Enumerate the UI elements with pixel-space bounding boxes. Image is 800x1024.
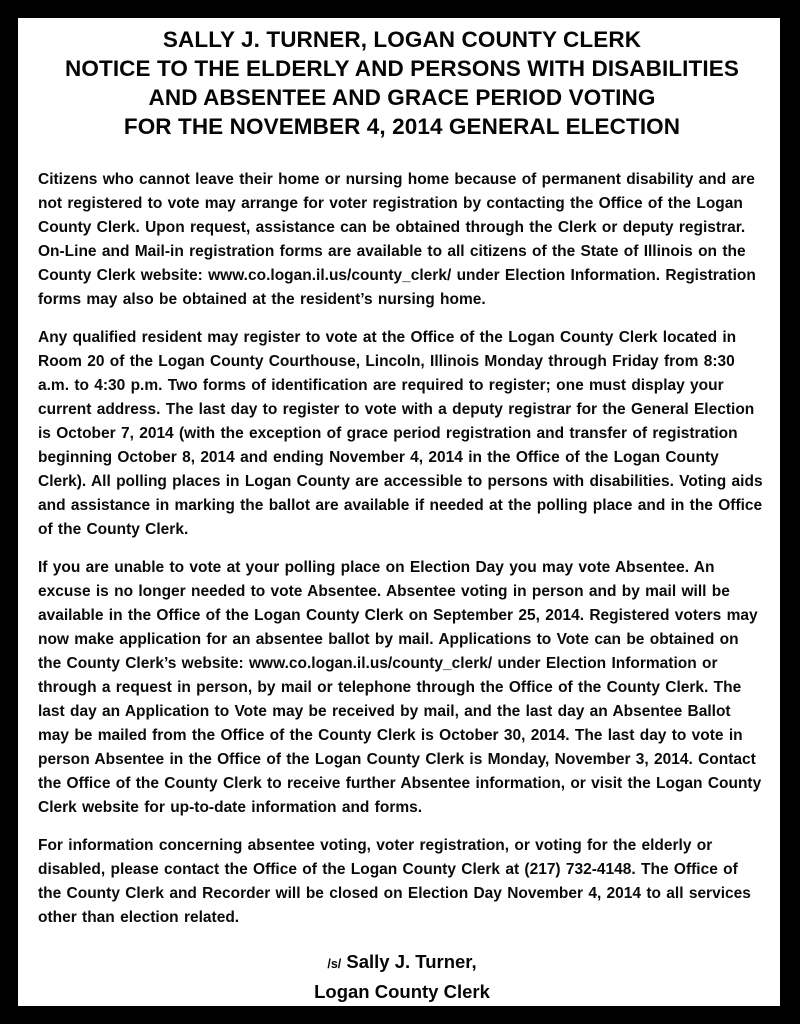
title-line-notice-audience: NOTICE TO THE ELDERLY AND PERSONS WITH DISABILITIES <box>65 56 739 81</box>
signature-role: Logan County Clerk <box>314 981 490 1002</box>
paragraph-voter-registration-homebound: Citizens who cannot leave their home or nursing home because of permanent disability and are not registered to vote may arrange for voter registration by contacting the Office of the Logan County Clerk. Upon request, assistance can be obtained through the Clerk or deputy registrar. On-Line and Mail-in registration forms are available to all citizens of the State of Illinois on the County Clerk website: www.co.logan.il.us/county_clerk/ under Election Information. Registration forms may also be obtained at the resident’s nursing home. <box>38 171 756 308</box>
notice-sheet <box>18 18 780 1006</box>
notice-body <box>38 168 766 930</box>
signature-block <box>38 948 766 1006</box>
signature-name-line <box>38 948 766 978</box>
paragraph-absentee-voting: If you are unable to vote at your polling place on Election Day you may vote Absentee. An excuse is no longer needed to vote Absentee. Absentee voting in person and by mail will be available in the Office of the Logan County Clerk on September 25, 2014. Registered voters may now make application for an absentee ballot by mail. Applications to Vote can be obtained on the County Clerk’s website: www.co.logan.il.us/county_clerk/ under Election Information or through a request in person, by mail or telephone through the Office of the County Clerk. The last day an Application to Vote may be received by mail, and the last day an Absentee Ballot may be mailed from the Office of the County Clerk is October 30, 2014. The last day to vote in person Absentee in the Office of the Logan County Clerk is Monday, November 3, 2014. Contact the Office of the County Clerk to receive further Absentee information, or visit the Logan County Clerk website for up-to-date information and forms. <box>38 559 762 816</box>
paragraph-registration-office-details: Any qualified resident may register to vote at the Office of the Logan County Clerk located in Room 20 of the Logan County Courthouse, Lincoln, Illinois Monday through Friday from 8:30 a.m. to 4:30 p.m. Two forms of identification are required to register; one must display your current address. The last day to register to vote with a deputy registrar for the General Election is October 7, 2014 (with the exception of grace period registration and transfer of registration beginning October 8, 2014 and ending November 4, 2014 in the Office of the Logan County Clerk). All polling places in Logan County are accessible to persons with disabilities. Voting aids and assistance in marking the ballot are available if needed at the polling place and in the Office of the County Clerk. <box>38 329 763 538</box>
notice-title <box>38 25 766 141</box>
paragraph-contact-information: For information concerning absentee voting, voter registration, or voting for the elderly or disabled, please contact the Office of the Logan County Clerk at (217) 732-4148. The Office of the County Clerk and Recorder will be closed on Election Day November 4, 2014 to all services other than election related. <box>38 837 751 926</box>
signature-name: Sally J. Turner, <box>341 951 477 972</box>
title-line-clerk-name: SALLY J. TURNER, LOGAN COUNTY CLERK <box>162 27 642 52</box>
title-line-voting-types: AND ABSENTEE AND GRACE PERIOD VOTING <box>148 85 656 110</box>
title-line-election-date: FOR THE NOVEMBER 4, 2014 GENERAL ELECTION <box>123 114 681 139</box>
signature-s-prefix: /s/ <box>327 957 342 971</box>
